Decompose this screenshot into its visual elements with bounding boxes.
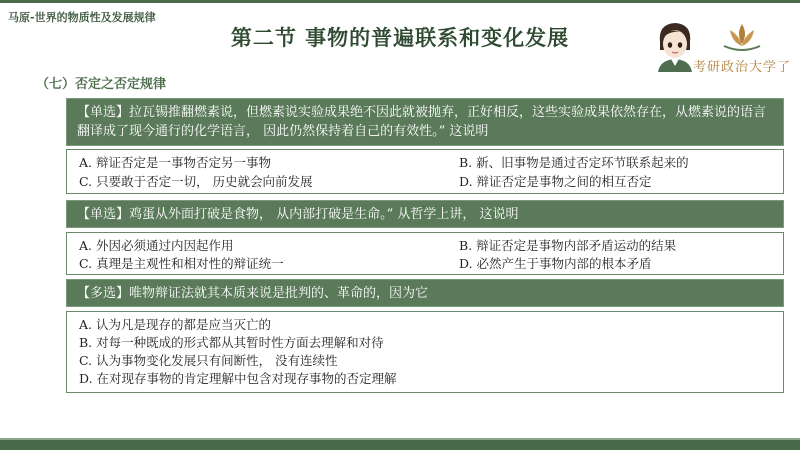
lotus-icon xyxy=(692,20,792,56)
brand-logo xyxy=(692,20,792,75)
question-stem-text: 【单选】拉瓦锡推翻燃素说，但燃素说实验成果绝不因此就被抛弃，正好相反，这些实验成果依然存在，从燃素说的语言翻译成了现今通行的化学语言， 因此仍然保持着自己的有效性。” 这说明 xyxy=(77,105,767,139)
footer-band xyxy=(0,440,800,450)
course-title: 马原-世界的物质性及发展规律 xyxy=(8,11,156,24)
option-d[interactable]: D. 在对现存事物的肯定理解中包含对现存事物的否定理解 xyxy=(79,371,397,386)
option-d[interactable]: D. 辩证否定是事物之间的相互否定 xyxy=(459,174,652,189)
logo-text: 考研政治大学了 xyxy=(692,60,791,75)
option-c[interactable]: C. 真理是主观性和相对性的辩证统一 xyxy=(79,256,284,271)
page-title: 第二节 事物的普遍联系和变化发展 xyxy=(230,26,570,50)
option-a[interactable]: A. 认为凡是现存的都是应当灭亡的 xyxy=(79,317,271,332)
options-box xyxy=(66,311,784,393)
options-box xyxy=(66,232,784,275)
option-a[interactable]: A. 辩证否定是一事物否定另一事物 xyxy=(79,155,271,170)
section-heading: （七）否定之否定规律 xyxy=(36,77,167,92)
option-b[interactable]: B. 辩证否定是事物内部矛盾运动的结果 xyxy=(459,238,677,253)
option-c[interactable]: C. 认为事物变化发展只有间断性， 没有连续性 xyxy=(79,353,338,368)
question-stem-text: 【单选】鸡蛋从外面打破是食物， 从内部打破是生命。” 从哲学上讲， 这说明 xyxy=(77,207,519,222)
option-a[interactable]: A. 外因必须通过内因起作用 xyxy=(79,238,234,253)
question-stem-text: 【多选】唯物辩证法就其本质来说是批判的、革命的，因为它 xyxy=(77,286,429,301)
question-stem xyxy=(66,98,784,146)
option-b[interactable]: B. 对每一种既成的形式都从其暂时性方面去理解和对待 xyxy=(79,335,384,350)
option-c[interactable]: C. 只要敢于否定一切， 历史就会向前发展 xyxy=(79,174,313,189)
question-stem xyxy=(66,279,784,307)
top-rule xyxy=(0,0,800,3)
option-b[interactable]: B. 新、旧事物是通过否定环节联系起来的 xyxy=(459,155,689,170)
question-stem xyxy=(66,200,784,228)
options-box xyxy=(66,149,784,194)
option-d[interactable]: D. 必然产生于事物内部的根本矛盾 xyxy=(459,256,652,271)
